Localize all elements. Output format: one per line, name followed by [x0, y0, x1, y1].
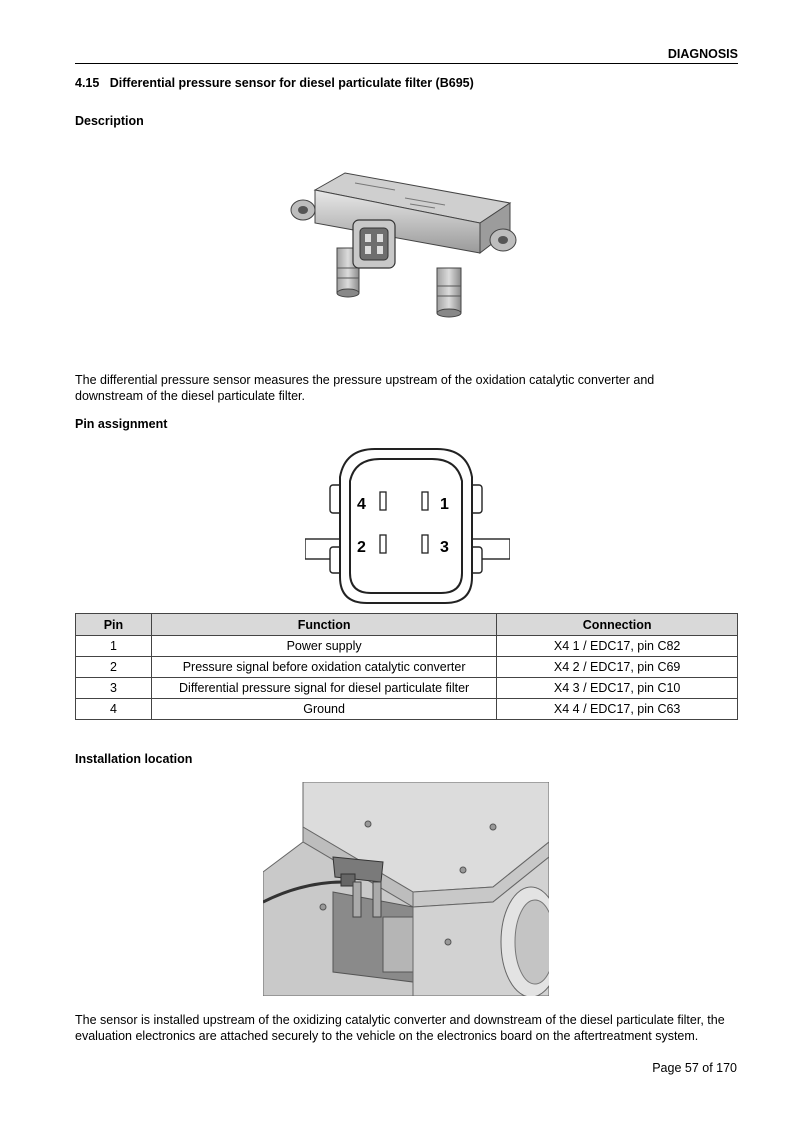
sensor-illustration [285, 168, 525, 323]
table-row [76, 636, 738, 657]
description-heading: Description [75, 114, 144, 128]
pin-label-4: 4 [357, 496, 366, 513]
description-text: The differential pressure sensor measures the pressure upstream of the oxidation catalytic converter and downstream of the diesel particulate filter. [75, 373, 655, 403]
installation-text: The sensor is installed upstream of the oxidizing catalytic converter and downstream of the diesel particulate filter, the evaluation electronics are attached securely to the vehicle on the electronics board on the aftertreatment system. [75, 1013, 725, 1043]
cell-connection: X4 4 / EDC17, pin C63 [497, 699, 738, 720]
pin-assignment-heading: Pin assignment [75, 417, 168, 431]
pin-assignment-table [75, 613, 738, 720]
cell-connection: X4 1 / EDC17, pin C82 [497, 636, 738, 657]
installation-heading: Installation location [75, 752, 193, 766]
page-number: Page 57 of 170 [652, 1061, 737, 1075]
column-header-connection: Connection [497, 614, 738, 636]
header-section-label: DIAGNOSIS [667, 47, 738, 61]
table-row [76, 657, 738, 678]
table-header-row [76, 614, 738, 636]
cell-pin: 2 [76, 657, 152, 678]
cell-connection: X4 3 / EDC17, pin C10 [497, 678, 738, 699]
connector-pin-diagram [305, 447, 510, 605]
pin-label-1: 1 [440, 496, 449, 513]
table-row [76, 699, 738, 720]
cell-function: Differential pressure signal for diesel particulate filter [151, 678, 496, 699]
header-rule [75, 63, 738, 64]
cell-pin: 3 [76, 678, 152, 699]
cell-function: Power supply [151, 636, 496, 657]
column-header-function: Function [151, 614, 496, 636]
pin-label-2: 2 [357, 539, 366, 556]
table-row [76, 678, 738, 699]
cell-connection: X4 2 / EDC17, pin C69 [497, 657, 738, 678]
section-title: 4.15 Differential pressure sensor for diesel particulate filter (B695) [75, 76, 474, 90]
cell-function: Pressure signal before oxidation catalytic converter [151, 657, 496, 678]
cell-pin: 1 [76, 636, 152, 657]
column-header-pin: Pin [76, 614, 152, 636]
installation-illustration [263, 782, 549, 996]
cell-pin: 4 [76, 699, 152, 720]
pin-label-3: 3 [440, 539, 449, 556]
cell-function: Ground [151, 699, 496, 720]
